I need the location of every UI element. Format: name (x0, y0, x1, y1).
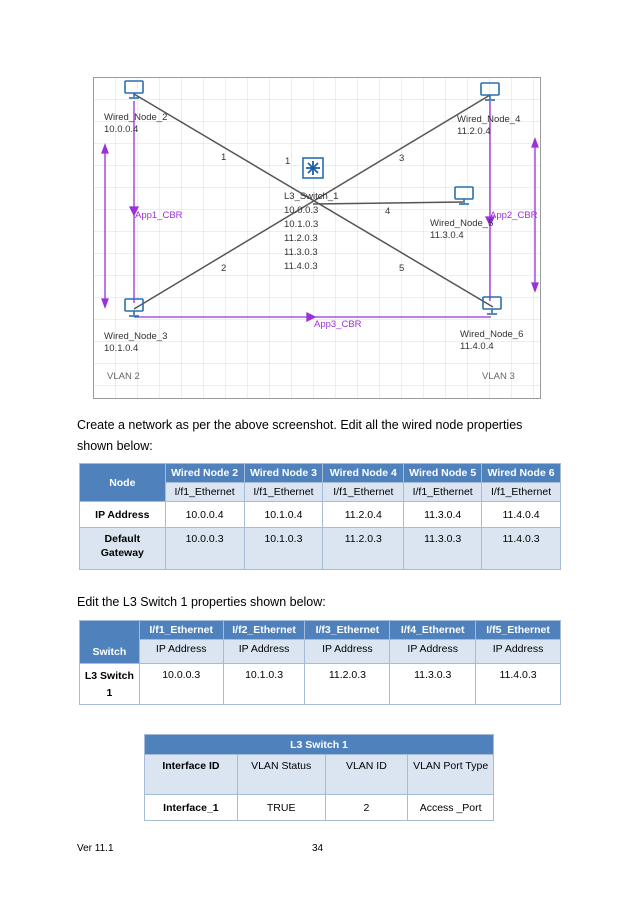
link-label: 3 (399, 153, 405, 164)
app2-label[interactable]: App2_CBR (490, 210, 538, 221)
vlan-interface-cell: Interface_1 (145, 795, 238, 821)
network-diagram (93, 77, 541, 399)
iface-cell: I/f1_Ethernet (323, 483, 404, 502)
node2-name: Wired_Node_2 (104, 112, 168, 123)
switch-col-header: I/f4_Ethernet (390, 621, 476, 640)
vlan-table-title: L3 Switch 1 (145, 735, 494, 755)
vlan-id-cell[interactable]: 2 (325, 795, 408, 821)
vlan-col-header: VLAN ID (325, 755, 408, 795)
switch-sub-cell: IP Address (139, 640, 223, 664)
node-col-header: Wired Node 3 (244, 464, 323, 483)
node4-ip: 11.2.0.4 (457, 126, 491, 137)
switch-ip-3: 11.2.0.3 (284, 233, 318, 244)
vlan-table (144, 734, 494, 821)
page-number: 34 (312, 843, 324, 854)
link-label: 5 (399, 263, 405, 274)
switch-col-header: I/f1_Ethernet (139, 621, 223, 640)
switch-ip-cell[interactable]: 10.1.0.3 (223, 664, 305, 705)
vlan-data-row (145, 795, 494, 821)
switch-ip-row (80, 664, 561, 705)
node3-name: Wired_Node_3 (104, 331, 168, 342)
gateway-cell[interactable]: 11.4.0.3 (482, 528, 561, 570)
switch-row-label: L3 Switch 1 (80, 664, 140, 705)
switch-col-header: I/f3_Ethernet (305, 621, 390, 640)
vlan3-label: VLAN 3 (482, 371, 515, 382)
gateway-cell[interactable]: 10.1.0.3 (244, 528, 323, 570)
link-label: 1 (285, 156, 291, 167)
switch-ip-cell[interactable]: 11.3.0.3 (390, 664, 476, 705)
node-col-header: Wired Node 2 (165, 464, 244, 483)
switch-table-header (80, 621, 561, 640)
vlan-status-cell[interactable]: TRUE (237, 795, 325, 821)
switch-corner-label: Switch (80, 621, 140, 664)
node2-ip: 10.0.0.4 (104, 124, 139, 135)
vlan-title-row (145, 735, 494, 755)
ip-cell[interactable]: 10.1.0.4 (244, 502, 323, 528)
switch-ip-cell[interactable]: 11.4.0.3 (476, 664, 561, 705)
node-col-header: Wired Node 6 (482, 464, 561, 483)
vlan-col-header: Interface ID (145, 755, 238, 795)
node5-ip: 11.3.0.4 (430, 230, 464, 241)
switch-ip-4: 11.3.0.3 (284, 247, 318, 258)
node-properties-table (79, 463, 561, 570)
iface-cell: I/f1_Ethernet (404, 483, 482, 502)
vlan-col-header: VLAN Status (237, 755, 325, 795)
iface-cell: I/f1_Ethernet (244, 483, 323, 502)
switch-ip-cell[interactable]: 11.2.0.3 (305, 664, 390, 705)
vlan-col-header: VLAN Port Type (408, 755, 494, 795)
switch-properties-table (79, 620, 561, 705)
node6-ip: 11.4.0.4 (460, 341, 494, 352)
ip-cell[interactable]: 10.0.0.4 (165, 502, 244, 528)
link-label: 4 (385, 206, 391, 217)
node-header-cell (80, 464, 166, 502)
switch-name: L3_Switch_1 (284, 191, 339, 202)
switch-col-header: I/f2_Ethernet (223, 621, 305, 640)
switch-ip-2: 10.1.0.3 (284, 219, 319, 230)
ip-label-cell: IP Address (80, 502, 166, 528)
gateway-cell[interactable]: 11.3.0.3 (404, 528, 482, 570)
switch-sub-cell: IP Address (305, 640, 390, 664)
node-table-header (80, 464, 561, 483)
vlan-port-type-cell[interactable]: Access _Port (408, 795, 494, 821)
ip-cell[interactable]: 11.2.0.4 (323, 502, 404, 528)
switch-icon[interactable] (303, 158, 323, 178)
node-col-header: Wired Node 4 (323, 464, 404, 483)
switch-sub-cell: IP Address (223, 640, 305, 664)
node-corner-label: Node (109, 476, 136, 489)
node-col-header: Wired Node 5 (404, 464, 482, 483)
node3-ip: 10.1.0.4 (104, 343, 139, 354)
app3-label[interactable]: App3_CBR (314, 319, 362, 330)
switch-ip-5: 11.4.0.3 (284, 261, 318, 272)
intro-paragraph: Create a network as per the above screenshot. Edit all the wired node properties shown below: (77, 418, 523, 453)
link-label: 1 (221, 152, 227, 163)
switch-col-header: I/f5_Ethernet (476, 621, 561, 640)
switch-ip-1: 10.0.0.3 (284, 205, 319, 216)
vlan-header-row (145, 755, 494, 795)
node6-name: Wired_Node_6 (460, 329, 524, 340)
node5-name: Wired_Node_5 (430, 218, 494, 229)
switch-sub-row (80, 640, 561, 664)
ip-cell[interactable]: 11.3.0.4 (404, 502, 482, 528)
vlan2-label: VLAN 2 (107, 371, 140, 382)
network-canvas (93, 77, 541, 399)
ip-cell[interactable]: 11.4.0.4 (482, 502, 561, 528)
link-label: 2 (221, 263, 227, 274)
switch-sub-cell: IP Address (476, 640, 561, 664)
app1-label[interactable]: App1_CBR (135, 210, 183, 221)
switch-sub-cell: IP Address (390, 640, 476, 664)
gateway-label-cell: Default Gateway (80, 528, 166, 570)
switch-paragraph: Edit the L3 Switch 1 properties shown below: (77, 595, 326, 609)
node-gateway-row (80, 528, 561, 570)
switch-ip-cell[interactable]: 10.0.0.3 (139, 664, 223, 705)
node-ip-row (80, 502, 561, 528)
gateway-cell[interactable]: 11.2.0.3 (323, 528, 404, 570)
gateway-cell[interactable]: 10.0.0.3 (165, 528, 244, 570)
node4-name: Wired_Node_4 (457, 114, 521, 125)
iface-cell: I/f1_Ethernet (482, 483, 561, 502)
version-label: Ver 11.1 (77, 843, 114, 854)
iface-cell: I/f1_Ethernet (165, 483, 244, 502)
